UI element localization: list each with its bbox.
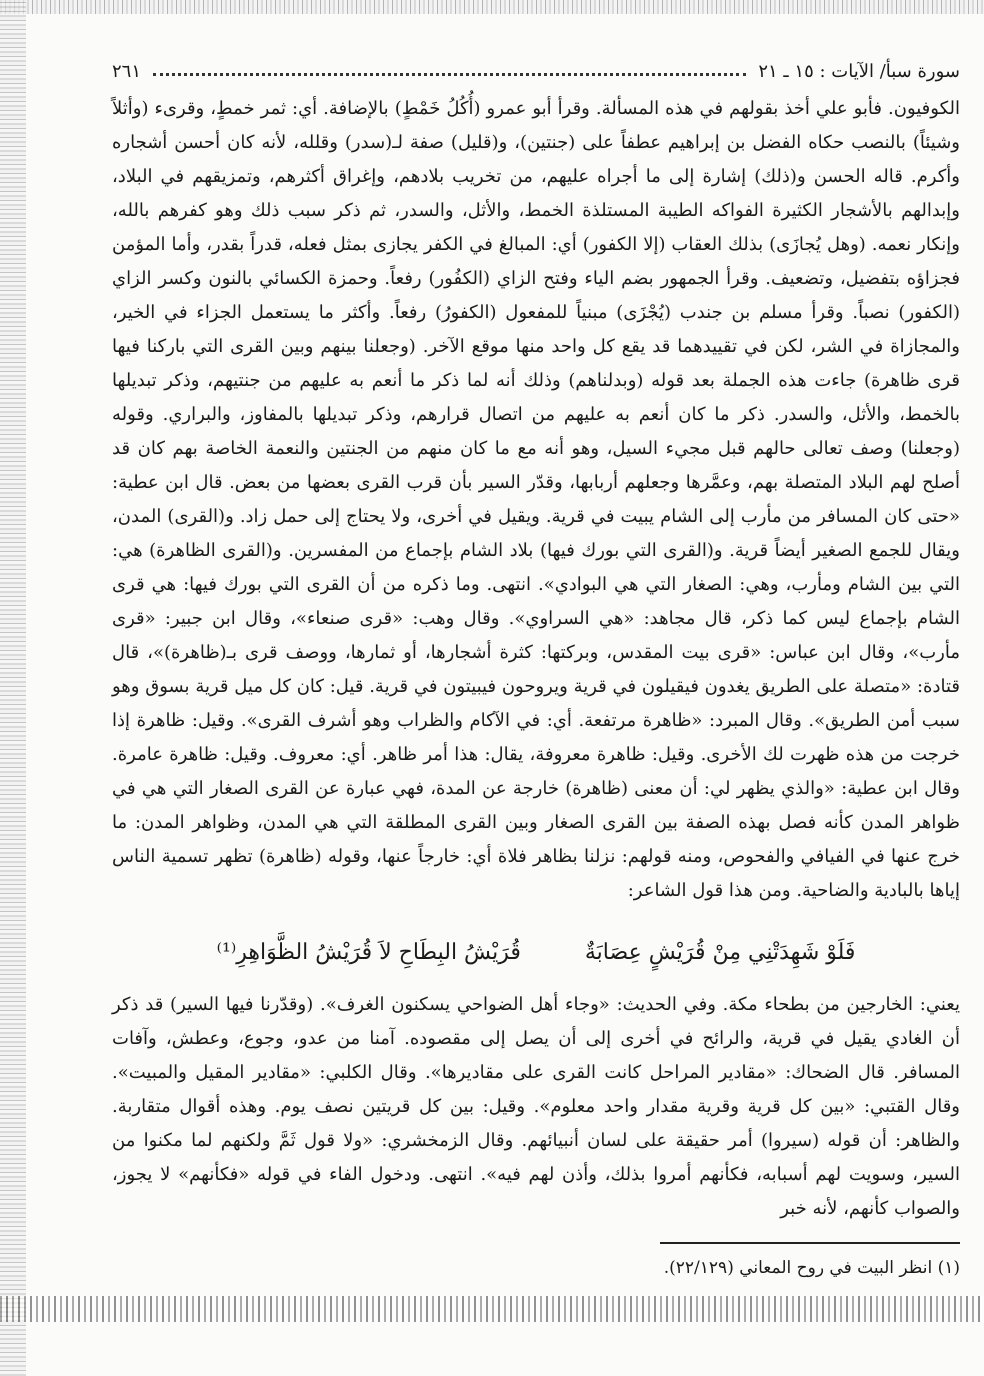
scan-edge-bottom (0, 1296, 984, 1322)
running-header (112, 54, 960, 82)
page-number: ٢٦١ (112, 61, 142, 82)
book-page (112, 54, 960, 1294)
header-title: سورة سبأ/ الآيات : ١٥ ـ ٢١ (758, 61, 960, 82)
footnote-separator (660, 1242, 960, 1244)
main-text: الكوفيون. فأبو علي أخذ بقولهم في هذه المسألة. وقرأ أبو عمرو (أُكُلُ خَمْطٍ) بالإضافة. أي: ثمر خمطٍ، وقرىء (وأثلاً وشيئاً) بالنصب حكاه الفضل بن إبراهيم عطفاً على (جنتين)، و(قليل) صفة لـ(سدر) وقلله، لأنه كان أحسن أشجاره وأكرم. قاله الحسن و(ذلك) إشارة إلى ما أجراه عليهم، من تخريب بلادهم، وإغراق أكثرهم، وتمزيقهم في البلاد، وإبدالهم بالأشجار الكثيرة الفواكه الطيبة المستلذة الخمط، والأثل، والسدر، ثم ذكر سبب ذلك وهو كفرهم بالله، وإنكار نعمه. (وهل يُجازَى) بذلك العقاب (إلا الكفور) أي: المبالغ في الكفر يجازى بمثل فعله، قدراً بقدر، وأما المؤمن فجزاؤه بتفضيل، وتضعيف. وقرأ الجمهور بضم الياء وفتح الزاي (الكفُور) رفعاً. وحمزة الكسائي بالنون وكسر الزاي (الكفور) نصباً. وقرأ مسلم بن جندب (يُجْزَى) مبنياً للمفعول (الكفورُ) رفعاً. وأكثر ما يستعمل الجزاء في الخير، والمجازاة في الشر، لكن في تقييدهما قد يقع كل واحد منها موقع الآخر. (وجعلنا بينهم وبين القرى التي باركنا فيها قرى ظاهرة) جاءت هذه الجملة بعد قوله (وبدلناهم) وذلك أنه لما ذكر ما أنعم به عليهم من جنتيهم، وذكر تبديلها بالخمط، والأثل، والسدر. ذكر ما كان أنعم به عليهم من اتصال قرارهم، وذكر تبديلها بالمفاوز، والبراري. وقوله (وجعلنا) وصف تعالى حالهم قبل مجيء السيل، وهو أنه مع ما كان منهم من الجنتين والنعمة الخاصة بهم كان قد أصلح لهم البلاد المتصلة بهم، وعمَّرها وجعلهم أربابها، وقدّر السير بأن قرب القرى بعضها من بعض. قال ابن عطية: «حتى كان المسافر من مأرب إلى الشام يبيت في قرية. ويقيل في أخرى، ولا يحتاج إلى حمل زاد. و(القرى) المدن، ويقال للجمع الصغير أيضاً قرية. و(القرى التي بورك فيها) بلاد الشام بإجماع من المفسرين. و(القرى الظاهرة) هي: التي بين الشام ومأرب، وهي: الصغار التي هي البوادي». انتهى. وما ذكره من أن القرى التي بورك فيها: هي قرى الشام بإجماع ليس كما ذكر، قال مجاهد: «هي السراوي». وقال وهب: «قرى صنعاء»، وقال ابن جبير: «قرى مأرب»، وقال ابن عباس: «قرى بيت المقدس، وبركتها: كثرة أشجارها، أو ثمارها، ووصف قرى بـ(ظاهرة)»، قال قتادة: «متصلة على الطريق يغدون فيقيلون في قرية ويروحون فيبيتون في قرية. قيل: كان كل ميل قرية بسوق وهو سبب أمن الطريق». وقال المبرد: «ظاهرة مرتفعة. أي: في الآكام والظراب وهو أشرف القرى». وقيل: ظاهرة إذا خرجت من هذه ظهرت لك الأخرى. وقيل: ظاهرة معروفة، يقال: هذا أمر ظاهر. أي: معروف. وقيل: ظاهرة عامرة. وقال ابن عطية: «والذي يظهر لي: أن معنى (ظاهرة) خارجة عن المدة، فهي عبارة عن القرى الصغار التي هي في ظواهر المدن كأنه فصل بهذه الصفة بين القرى الصغار وبين القرى المطلقة التي هي المدن، وظواهر المدن: ما خرج عنها في الفيافي والفحوص، ومنه قولهم: نزلنا بظاهر فلاة أي: خارجاً عنها، وقوله (ظاهرة) تظهر تسمية الناس إياها بالبادية والضاحية. ومن هذا قول الشاعر: (112, 98, 961, 901)
poetry-verse (112, 936, 960, 970)
scan-edge-top (0, 0, 984, 14)
verse-hemistich-first: فَلَوْ شَهِدَتْنِي مِنْ قُرَيْشٍ عِصَابَةٌ (584, 940, 856, 965)
dotted-leader (153, 73, 746, 76)
verse-hemistich-second: قُرَيْشُ البِطَاحِ لاَ قُرَيْشُ الظَّوَاهِرِ⁽¹⁾ (216, 940, 521, 965)
footnote: (١) انظر البيت في روح المعاني (٢٢/١٢٩). (663, 1258, 960, 1278)
continuation-text: يعني: الخارجين من بطحاء مكة. وفي الحديث: «وجاء أهل الضواحي يسكنون الغرف». (وقدّرنا فيها السير) قد ذكر أن الغادي يقيل في قرية، والرائح في أخرى إلى أن يصل إلى مقصوده. آمنا من عدو، وجوع، وعطش، وآفات المسافر. قال الضحاك: «مقادير المراحل كانت القرى على مقاديرها». وقال الكلبي: «مقادير المقيل والمبيت». وقال القتبي: «بين كل قرية وقرية مقدار واحد معلوم». وقيل: بين كل قريتين نصف يوم. وهذه أقوال متقاربة. والظاهر: أن قوله (سيروا) أمر حقيقة على لسان أنبيائهم. وقال الزمخشري: «ولا قول ثَمَّ ولكنهم لما مكنوا من السير، وسويت لهم أسبابه، فكأنهم أمروا بذلك، وأذن لهم فيه». انتهى. ودخول الفاء في قوله «فكأنهم» لا يجوز، والصواب كأنهم، لأنه خبر (112, 994, 960, 1219)
scan-edge-left (0, 0, 26, 1376)
